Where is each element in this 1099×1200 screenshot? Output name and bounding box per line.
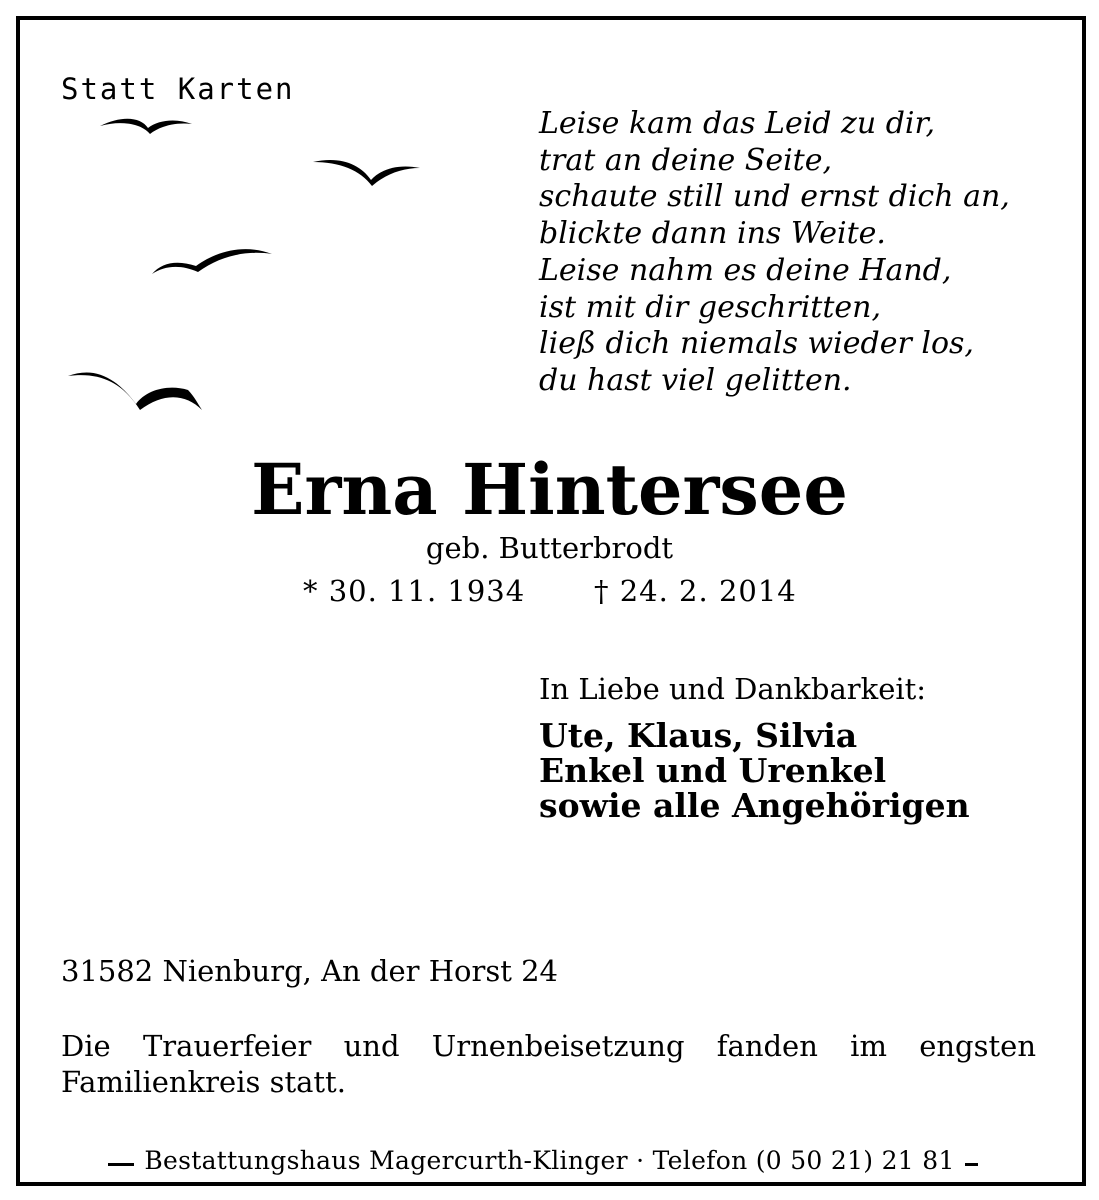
deceased-name: Erna Hintersee (251, 448, 848, 531)
mourner-line: sowie alle Angehörigen (539, 786, 970, 825)
poem-line: du hast viel gelitten. (539, 362, 852, 398)
poem-line: ist mit dir geschritten, (539, 289, 882, 325)
poem-line: Leise nahm es deine Hand, (539, 252, 952, 288)
poem-line: ließ dich niemals wieder los, (539, 326, 974, 362)
mourners-list (539, 718, 970, 823)
bird-icon (100, 119, 192, 134)
mourners-intro: In Liebe und Dankbarkeit: (539, 672, 927, 706)
mourner-line: Enkel und Urenkel (539, 751, 887, 790)
birds-illustration (60, 110, 440, 420)
address: 31582 Nienburg, An der Horst 24 (61, 954, 558, 988)
bird-icon (152, 249, 272, 274)
maiden-name: geb. Butterbrodt (425, 531, 674, 565)
poem-line: Leise kam das Leid zu dir, (539, 106, 936, 141)
poem-line: blickte dann ins Weite. (539, 216, 886, 252)
mourner-line: Ute, Klaus, Silvia (539, 716, 858, 755)
funeral-notice: Die Trauerfeier und Urnenbeisetzung fanden im engsten Familienkreis statt. (61, 1029, 1036, 1099)
funeral-home-contact: Bestattungshaus Magercurth-Klinger · Telefon (0 50 21) 21 81 (134, 1146, 964, 1175)
bird-icon (313, 160, 420, 186)
poem-line: trat an deine Seite, (539, 142, 833, 178)
poem-line: schaute still und ernst dich an, (539, 179, 1010, 215)
bird-icon (68, 372, 202, 410)
death-date: † 24. 2. 2014 (594, 574, 797, 608)
birth-date: * 30. 11. 1934 (303, 574, 526, 608)
statt-karten-label: Statt Karten (61, 72, 295, 106)
poem (539, 106, 1010, 400)
footer (0, 1146, 1099, 1175)
